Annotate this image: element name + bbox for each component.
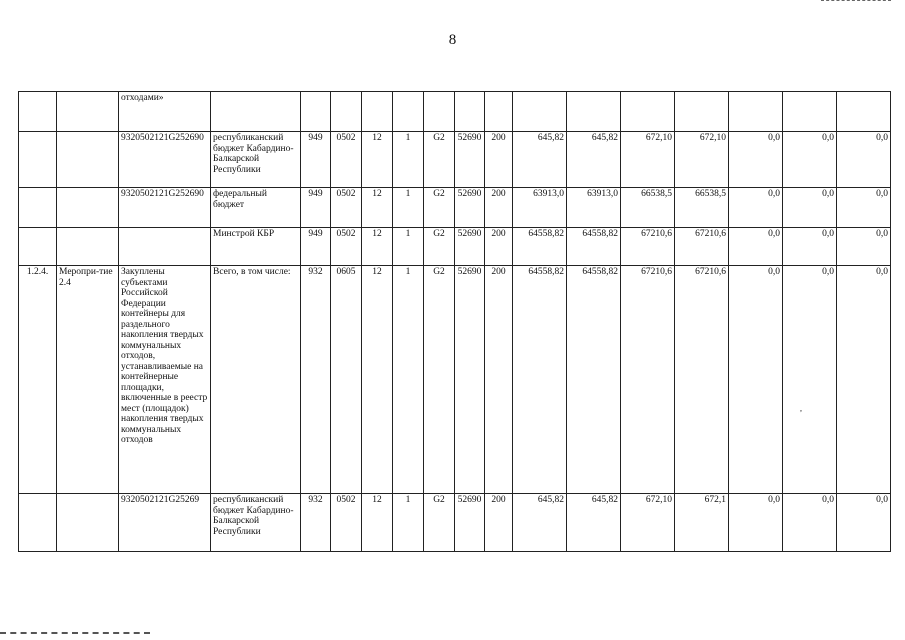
grbs-code [301,92,331,132]
expense-type-code: 200 [485,266,513,494]
subprogram-code: 1 [393,132,424,188]
funding-source: республиканский бюджет Кабардино-Балкарской Республики [211,494,301,552]
direction-code [455,92,485,132]
amount-cell: 64558,82 [513,266,567,494]
amount-cell: 66538,5 [621,188,675,228]
amount-cell: 0,0 [729,494,783,552]
table-row [19,92,891,132]
amount-cell: 67210,6 [675,228,729,266]
measure-description: 9320502121G252690 [119,132,211,188]
table-row [19,266,891,494]
project-code: G2 [424,494,455,552]
program-code [362,92,393,132]
scan-artifact-top [821,0,891,4]
funding-source [211,92,301,132]
table-row [19,228,891,266]
amount-cell: 64558,82 [513,228,567,266]
program-code: 12 [362,266,393,494]
amount-cell: 0,0 [783,228,837,266]
amount-cell: 0,0 [837,266,891,494]
direction-code: 52690 [455,494,485,552]
amount-cell: 63913,0 [513,188,567,228]
funding-source: федеральный бюджет [211,188,301,228]
row-number [19,188,57,228]
program-code: 12 [362,132,393,188]
amount-cell: 645,82 [513,132,567,188]
subprogram-code: 1 [393,494,424,552]
measure-description: 9320502121G25269 [119,494,211,552]
row-number [19,132,57,188]
amount-cell: 64558,82 [567,228,621,266]
amount-cell: 0,0 [783,266,837,494]
amount-cell: 63913,0 [567,188,621,228]
amount-cell: 0,0 [729,266,783,494]
measure-description [119,228,211,266]
row-number [19,92,57,132]
measure-description: Закуплены субъектами Российской Федерации контейнеры для раздельного накопления твердых коммунальных отходов, устанавливаемые на контейнерные площадки, включенные в реестр мест (площадок) накопления твердых коммунальных отходов [119,266,211,494]
amount-cell [675,92,729,132]
stray-mark: , [800,404,802,413]
program-code: 12 [362,188,393,228]
project-code: G2 [424,188,455,228]
project-code: G2 [424,228,455,266]
measure-name [57,228,119,266]
measure-name: Меропри-тие 2.4 [57,266,119,494]
row-number: 1.2.4. [19,266,57,494]
amount-cell: 66538,5 [675,188,729,228]
scan-artifact-bottom [0,632,150,637]
measure-name [57,188,119,228]
page-number: 8 [448,32,457,48]
amount-cell: 67210,6 [621,228,675,266]
measure-description: 9320502121G252690 [119,188,211,228]
table-row [19,494,891,552]
section-code: 0502 [331,188,362,228]
expense-type-code [485,92,513,132]
grbs-code: 949 [301,188,331,228]
expense-type-code: 200 [485,494,513,552]
measure-name [57,132,119,188]
amount-cell: 67210,6 [621,266,675,494]
subprogram-code: 1 [393,228,424,266]
amount-cell [621,92,675,132]
direction-code: 52690 [455,228,485,266]
amount-cell [567,92,621,132]
project-code [424,92,455,132]
amount-cell: 64558,82 [567,266,621,494]
grbs-code: 932 [301,494,331,552]
expense-type-code: 200 [485,228,513,266]
expense-type-code: 200 [485,132,513,188]
funding-source: Минстрой КБР [211,228,301,266]
amount-cell: 0,0 [837,494,891,552]
amount-cell: 645,82 [567,132,621,188]
amount-cell: 0,0 [837,188,891,228]
grbs-code: 949 [301,228,331,266]
funding-source: Всего, в том числе: [211,266,301,494]
budget-table [18,91,891,552]
amount-cell: 0,0 [729,188,783,228]
measure-description: отходами» [119,92,211,132]
amount-cell: 0,0 [783,188,837,228]
section-code: 0502 [331,228,362,266]
amount-cell: 0,0 [729,132,783,188]
subprogram-code: 1 [393,266,424,494]
project-code: G2 [424,132,455,188]
amount-cell: 0,0 [837,132,891,188]
amount-cell: 0,0 [729,228,783,266]
amount-cell: 645,82 [567,494,621,552]
amount-cell [513,92,567,132]
expense-type-code: 200 [485,188,513,228]
amount-cell: 672,1 [675,494,729,552]
amount-cell: 0,0 [837,228,891,266]
direction-code: 52690 [455,266,485,494]
amount-cell: 672,10 [621,494,675,552]
subprogram-code [393,92,424,132]
amount-cell [837,92,891,132]
measure-name [57,92,119,132]
grbs-code: 932 [301,266,331,494]
amount-cell: 0,0 [783,132,837,188]
section-code [331,92,362,132]
amount-cell: 672,10 [621,132,675,188]
amount-cell [783,92,837,132]
program-code: 12 [362,228,393,266]
section-code: 0502 [331,494,362,552]
project-code: G2 [424,266,455,494]
measure-name [57,494,119,552]
amount-cell: 645,82 [513,494,567,552]
direction-code: 52690 [455,132,485,188]
section-code: 0605 [331,266,362,494]
table-row [19,132,891,188]
row-number [19,494,57,552]
amount-cell: 67210,6 [675,266,729,494]
grbs-code: 949 [301,132,331,188]
subprogram-code: 1 [393,188,424,228]
amount-cell: 0,0 [783,494,837,552]
table-row [19,188,891,228]
program-code: 12 [362,494,393,552]
section-code: 0502 [331,132,362,188]
direction-code: 52690 [455,188,485,228]
amount-cell: 672,10 [675,132,729,188]
funding-source: республиканский бюджет Кабардино-Балкарской Республики [211,132,301,188]
amount-cell [729,92,783,132]
row-number [19,228,57,266]
